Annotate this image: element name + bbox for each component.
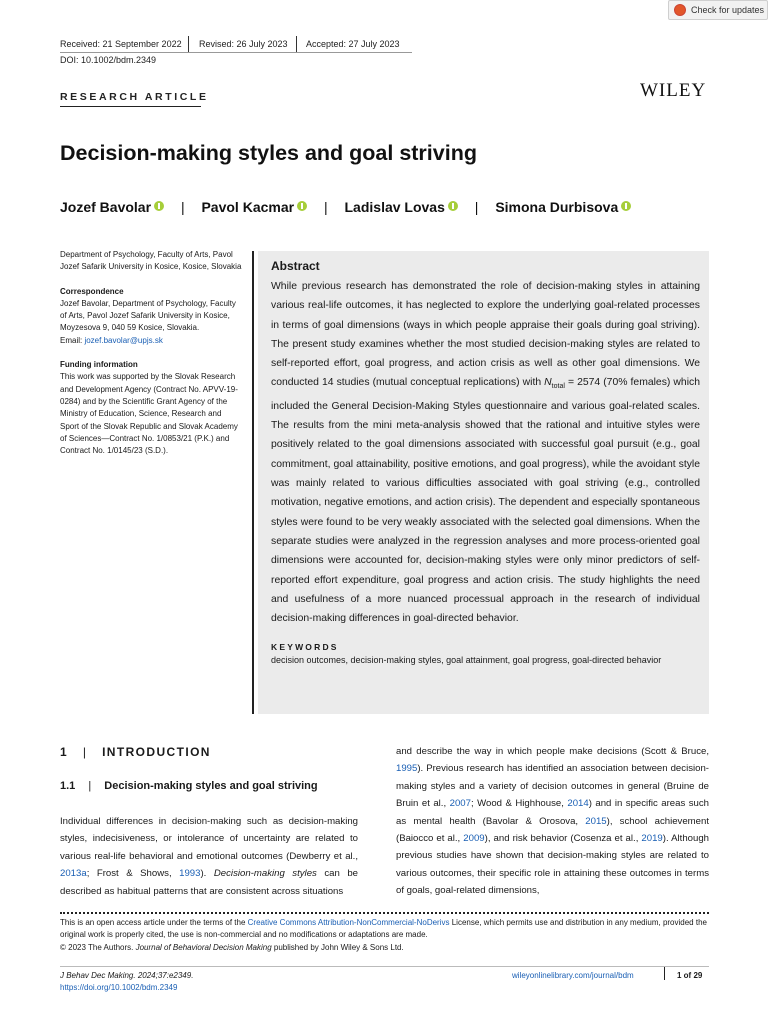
intro-paragraph-right: [396, 743, 709, 900]
citation-link[interactable]: 1993: [179, 868, 201, 880]
n-symbol: N: [544, 377, 552, 389]
citation-link[interactable]: 2013a: [60, 868, 87, 880]
header-rule: [60, 52, 412, 53]
article-type: RESEARCH ARTICLE: [60, 91, 209, 103]
license-part: This is an open access article under the terms of the: [60, 918, 248, 927]
author-separator: |: [180, 199, 185, 215]
email-link[interactable]: jozef.bavolar@upjs.sk: [84, 335, 163, 345]
footer-divider: [664, 967, 665, 980]
emphasis-text: Decision-making styles: [213, 868, 317, 880]
body-text: ; Frost & Shows,: [86, 868, 180, 880]
keywords-heading: KEYWORDS: [271, 642, 339, 653]
body-text: ), school achievement (Baiocco et al.,: [396, 815, 709, 845]
accepted-date: Accepted: 27 July 2023: [306, 39, 400, 49]
abstract-text-part: = 2574 (70% females) which included the General Decision-Making Styles questionnaire and various goal-related scales. The results from the mini meta-analysis showed that the rational and intuitive styles were positively related to the goal dimensions associated with successful goal pursuit (e.g., goal commitment, goal attainability, positive emotions, and goal progress), while the avoidant style was mainly related to various difficulties associated with goal striving (e.g., controlled motivation, negative emotions, and action crisis). The dependent and especially spontaneous styles were found to be very weakly associated with the selected goal dimensions. When the separate studies were analyzed in the regression analyses and more process-oriented goal dimensions were accounted for, decision-making styles were only minor predictors of self-reported effort expenditure, goal progress and action crisis. The study highlights the need and usefulness of a more nuanced processual approach in the research of individual decision-making differences in goal-directed behavior.: [271, 377, 700, 625]
journal-url-link[interactable]: wileyonlinelibrary.com/journal/bdm: [512, 971, 634, 980]
orcid-icon[interactable]: [297, 201, 307, 211]
page-number: 1 of 29: [677, 971, 703, 980]
citation-link[interactable]: 2015: [585, 815, 607, 827]
doi: DOI: 10.1002/bdm.2349: [60, 55, 157, 65]
abstract-text-part: While previous research has demonstrated the role of decision-making styles in attaining various real-life outcomes, it has neglected to explore the underlying goal-related processes in terms of goal dimensions (ways in which people appraise their goals during goal striving). The present study examines whether the most studied decision-making styles are related to self-reported effort, goal progress, and action crisis as well as other goal dimensions. We conducted 14 studies (mutual conceptual replications) with: [271, 281, 700, 389]
correspondence-address: Jozef Bavolar, Department of Psychology, Faculty of Arts, Pavol Jozef Safarik University in Kosice, Moyzesova 9, 040 59 Kosice, Slovakia.: [60, 298, 236, 333]
revised-date: Revised: 26 July 2023: [199, 39, 288, 49]
license-part: License, which permits use and distribution in any medium, provided the original work is properly cited, the use is non-commercial and no modifications or adaptations are made.: [60, 918, 707, 940]
keywords-text: decision outcomes, decision-making styles, goal attainment, goal progress, goal-directed behavior: [271, 655, 662, 666]
section-title: INTRODUCTION: [102, 745, 211, 759]
body-text: ).: [200, 868, 214, 880]
license-link[interactable]: Creative Commons Attribution-NonCommercial-NoDerivs: [247, 918, 450, 927]
article-type-underline: [60, 106, 201, 107]
orcid-icon[interactable]: [621, 201, 631, 211]
received-date: Received: 21 September 2022: [60, 39, 182, 49]
copyright-part: © 2023 The Authors.: [60, 942, 136, 952]
check-for-updates-label: Check for updates: [691, 5, 765, 15]
n-subscript: total: [551, 383, 565, 391]
author-name[interactable]: Pavol Kacmar: [201, 199, 295, 215]
author-name[interactable]: Ladislav Lovas: [344, 199, 445, 215]
body-text: ). Previous research has identified an association between decision-making styles and a variety of decision outcomes in general (Bruine de Bruin et al.,: [396, 763, 709, 810]
citation-link[interactable]: 2014: [567, 798, 589, 810]
subsection-heading: [60, 780, 318, 792]
abstract-heading: Abstract: [271, 259, 320, 273]
wiley-logo: WILEY: [640, 80, 707, 101]
abstract-box: [258, 251, 709, 714]
heading-separator: |: [82, 745, 88, 759]
body-text: ; Wood & Highhouse,: [470, 798, 568, 810]
citation-link[interactable]: 2009: [463, 833, 485, 845]
correspondence-text: [60, 298, 242, 347]
body-text: Individual differences in decision-making such as decision-making styles, indecisiveness, or intolerance of uncertainty are related to various real-life behavioral and emotional outcomes (Dewberry et al.,: [60, 816, 358, 862]
body-text: ). Although previous studies have shown that decision-making styles are related to various outcomes, their specific role in attaining these outcomes in terms of goals, goal-related dimensions,: [396, 833, 710, 897]
body-text: can be described as habitual patterns that are consistent across situations: [60, 868, 358, 897]
footer-citation: J Behav Dec Making. 2024;37:e2349.: [60, 971, 194, 980]
email-label: Email:: [60, 335, 85, 345]
page-title: Decision-making styles and goal striving: [60, 141, 477, 165]
check-for-updates-button[interactable]: [668, 0, 768, 20]
author-name[interactable]: Simona Durbisova: [495, 199, 619, 215]
author-separator: |: [474, 199, 479, 215]
orcid-icon[interactable]: [448, 201, 458, 211]
license-text: [60, 917, 709, 954]
header-divider: [188, 36, 189, 52]
section-heading: [60, 745, 211, 759]
crossmark-icon: [674, 4, 686, 16]
citation-link[interactable]: 1995: [396, 763, 418, 775]
section-number: 1: [60, 745, 69, 759]
author-separator: |: [323, 199, 328, 215]
footer-doi-link[interactable]: https://doi.org/10.1002/bdm.2349: [60, 983, 178, 992]
subsection-number: 1.1: [60, 780, 76, 792]
citation-link[interactable]: 2007: [449, 798, 471, 810]
orcid-icon[interactable]: [154, 201, 164, 211]
author-name[interactable]: Jozef Bavolar: [60, 199, 152, 215]
body-text: and describe the way in which people make decisions (Scott & Bruce,: [396, 746, 709, 757]
journal-name: Journal of Behavioral Decision Making: [135, 942, 272, 952]
correspondence-heading: Correspondence: [60, 286, 124, 296]
funding-text: This work was supported by the Slovak Research and Development Agency (Contract No. APVV-19-0284) and by the Scientific Grant Agency of the Ministry of Education, Science, Research and Sport of the Slovak Republic and Slovak Academy of Sciences—Contract No. 1/0853/21 (P.K.) and Contract No. 1/0145/23 (S.D.).: [60, 372, 238, 456]
body-text: ) and in specific areas such as mental health (Bavolar & Orosova,: [396, 798, 709, 827]
header-divider: [296, 36, 297, 52]
author-list: [60, 199, 631, 215]
citation-link[interactable]: 2019: [641, 833, 663, 845]
license-divider: [60, 912, 709, 914]
affiliation-text: Department of Psychology, Faculty of Arts, Pavol Jozef Safarik University in Kosice, Kosice, Slovakia: [60, 250, 242, 272]
heading-separator: |: [88, 780, 92, 792]
copyright-part: published by John Wiley & Sons Ltd.: [271, 942, 404, 952]
affiliation-panel: [60, 249, 242, 457]
subsection-title: Decision-making styles and goal striving: [104, 780, 318, 792]
abstract-text: [271, 277, 700, 628]
abstract-divider: [252, 251, 254, 714]
body-text: ), and risk behavior (Cosenza et al.,: [484, 833, 642, 845]
funding-heading: Funding information: [60, 360, 138, 370]
footer-rule: [60, 966, 709, 967]
intro-paragraph-left: [60, 813, 358, 900]
